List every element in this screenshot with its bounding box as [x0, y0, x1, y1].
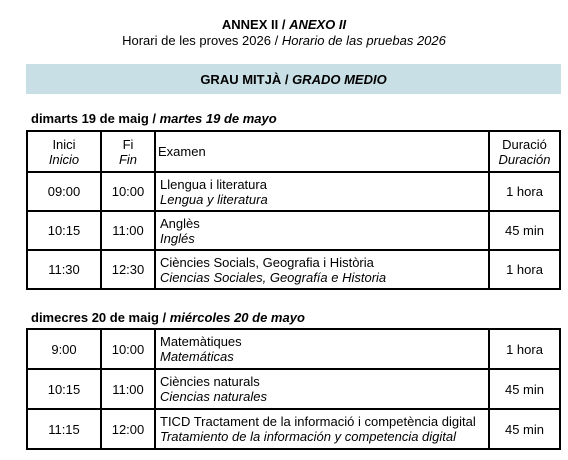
end-time: 12:00	[101, 409, 155, 449]
schedule-subtitle-es: Horario de las pruebas 2026	[281, 33, 446, 48]
exam-name-es: Inglés	[160, 230, 195, 246]
table-row	[27, 369, 560, 409]
end-column-header: Fi Fin	[101, 131, 155, 172]
duration: 45 min	[489, 409, 560, 449]
exam-name-ca: Llengua i literatura	[160, 176, 267, 192]
end-time: 10:00	[101, 172, 155, 211]
end-time: 11:00	[101, 211, 155, 250]
table-row	[27, 409, 560, 449]
exam-name-es: Ciencias naturales	[160, 389, 267, 404]
exam-table-day-1	[26, 130, 561, 290]
day-heading-2	[31, 310, 305, 325]
exam-name	[155, 329, 489, 369]
schedule-subtitle	[0, 33, 568, 48]
exam-name	[155, 250, 489, 289]
annex-title	[0, 17, 568, 32]
end-time: 11:00	[101, 369, 155, 409]
exam-name-es: Matemáticas	[160, 349, 234, 364]
day-heading-es: miércoles 20 de mayo	[169, 310, 305, 325]
schedule-subtitle-ca: Horari de les proves 2026 /	[122, 33, 279, 48]
exam-name-ca: Ciències Socials, Geografia i Història	[160, 254, 374, 270]
annex-title-ca: ANNEX II /	[221, 17, 286, 32]
exam-name-ca: Matemàtiques	[160, 334, 242, 349]
end-time: 10:00	[101, 329, 155, 369]
start-time: 10:15	[27, 369, 101, 409]
table-row	[27, 250, 560, 289]
exam-name-ca: TICD Tractament de la informació i competència digital	[160, 414, 476, 429]
duration: 1 hora	[489, 329, 560, 369]
end-time: 12:30	[101, 250, 155, 289]
table-row	[27, 329, 560, 369]
duration: 45 min	[489, 369, 560, 409]
level-band-es: GRADO MEDIO	[292, 72, 387, 87]
start-time: 09:00	[27, 172, 101, 211]
duration-column-header: Duració Duración	[489, 131, 560, 172]
exam-column-header: Examen	[155, 131, 489, 172]
duration: 45 min	[489, 211, 560, 250]
day-heading-es: martes 19 de mayo	[159, 111, 277, 126]
exam-name-es: Tratamiento de la información y competencia digital	[160, 429, 457, 444]
start-time: 11:15	[27, 409, 101, 449]
start-time: 9:00	[27, 329, 101, 369]
exam-name-es: Ciencias Sociales, Geografía e Historia	[160, 269, 387, 285]
table-row	[27, 211, 560, 250]
duration: 1 hora	[489, 172, 560, 211]
table-header-row	[27, 131, 560, 172]
start-column-header: Inici Inicio	[27, 131, 101, 172]
day-heading-ca: dimecres 20 de maig /	[31, 310, 167, 325]
start-time: 10:15	[27, 211, 101, 250]
level-band-ca: GRAU MITJÀ /	[200, 72, 289, 87]
exam-name	[155, 211, 489, 250]
day-heading-ca: dimarts 19 de maig /	[31, 111, 156, 126]
table-row	[27, 172, 560, 211]
duration: 1 hora	[489, 250, 560, 289]
exam-name-es: Lengua y literatura	[160, 191, 268, 207]
day-heading-1	[31, 111, 277, 126]
exam-name	[155, 172, 489, 211]
exam-table-day-2	[26, 328, 561, 450]
exam-name	[155, 369, 489, 409]
exam-name-ca: Ciències naturals	[160, 374, 260, 389]
level-band	[26, 64, 561, 94]
annex-title-es: ANEXO II	[289, 17, 347, 32]
exam-name-ca: Anglès	[160, 215, 200, 231]
exam-name	[155, 409, 489, 449]
start-time: 11:30	[27, 250, 101, 289]
